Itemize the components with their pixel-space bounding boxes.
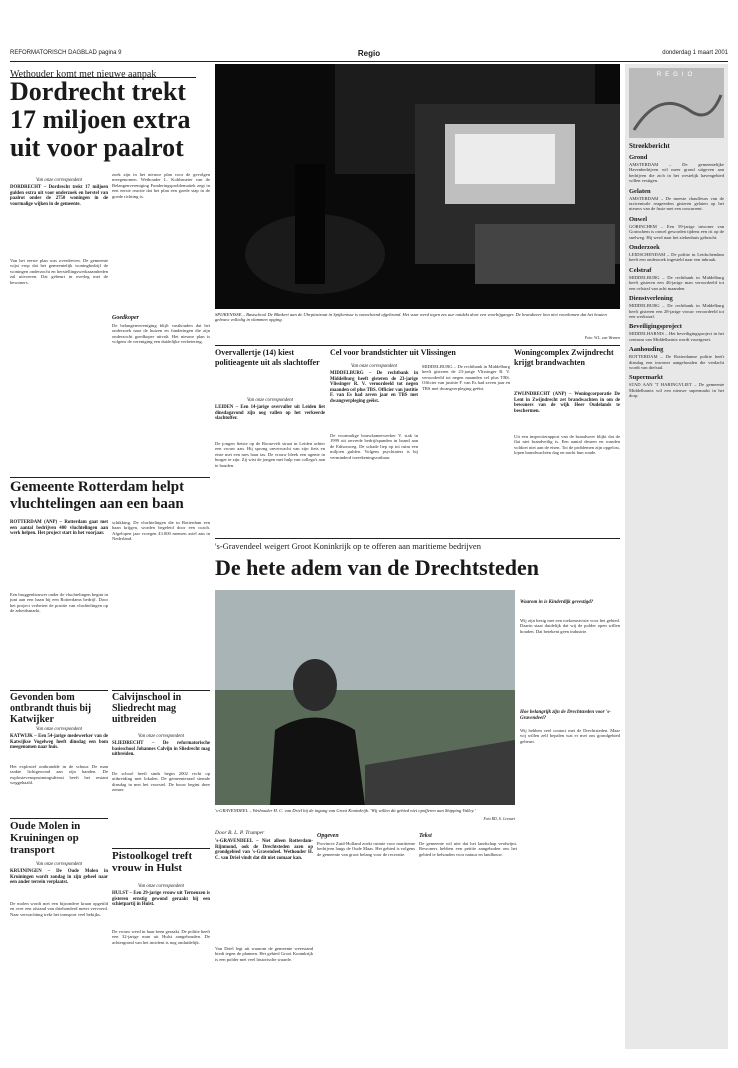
section-rule	[215, 345, 620, 346]
article-headline: Oude Molen in Kruiningen op transport	[10, 820, 81, 856]
sidebar-item-text: GORINCHEM – Een 59-jarige inwoner van Gorinchem is onwel geworden tijdens een rit op de snelweg. Hij werd naar het ziekenhuis gebracht.	[629, 223, 726, 240]
byline: Van onze correspondent	[247, 398, 293, 403]
sidebar-item-text: MIDDELHARNIS – Het beveiligingsproject in het centrum van Middelharnis wordt voortgezet.	[629, 331, 726, 342]
byline: Van onze correspondent	[138, 734, 184, 739]
header-rule	[10, 61, 728, 62]
sidebar-item-heading: Grond	[629, 154, 648, 161]
article-lead: LEIDEN – Een 14-jarige overvaller uit Leiden liet dinsdagavond zijn oog vallen op het verkeerde slachtoffer.	[215, 405, 327, 422]
sidebar-item-heading: Onwel	[629, 215, 648, 223]
sidebar-item-text: LEIDSCHENDAM – De politie in Leidschendam heeft een onderzoek ingesteld naar een inbraak.	[629, 252, 726, 263]
section-rule	[112, 848, 210, 849]
regio-label: REGIO	[656, 72, 697, 78]
sidebar-logo	[629, 68, 724, 138]
section-rule	[215, 538, 620, 539]
section-rule	[10, 690, 108, 691]
header-paper-page: REFORMATORISCH DAGBLAD pagina 9	[10, 50, 122, 56]
byline: Van onze correspondent	[36, 727, 82, 732]
byline: Van onze correspondent	[36, 178, 82, 183]
sidebar-item-heading: Celstraf	[629, 266, 652, 274]
photo-caption: SPIJKENISSE – Basischool De Blinkert aan de Uhrpinstraat in Spijkenisse is vanochtend afgebrand. Het vuur werd tegen zes uur ontdekt door een voorbijganger. De brandweer kon niet voorkomen dat het houten gebouw volledig in vlammen opging.	[215, 312, 607, 323]
article-body: Wij hebben veel contact met de Drechtsteden. Maar wij willen zelf bepalen wat er met ons grondgebied gebeurt.	[520, 728, 622, 744]
fire-photo-image	[215, 64, 620, 309]
article-lead: DORDRECHT – Dordrecht trekt 17 miljoen gulden extra uit voor onderzoek en herstel van paalrot onder de 2750 woningen in de voormalige wijken in de gemeente.	[10, 185, 110, 207]
article-headline: De hete adem van de Drechtsteden	[215, 555, 540, 580]
header-section: Regio	[357, 49, 381, 58]
article-body: schikking. De vluchtelingen die in Rotterdam een baan krijgen, worden begeleid door een coach. Afgelopen jaar vroegen 43.000 mensen asiel aan in Nederland.	[112, 520, 212, 542]
fire-photo	[215, 64, 620, 309]
article-body: De gemeente wil niet dat het landschap verdwijnt. Bewoners hebben een petitie aangeboden om het gebied te behouden voor natuur en landbouw.	[419, 841, 519, 857]
article-body: Wij zijn bezig met een toekomstvisie voor het gebied. Daarin staat duidelijk dat wij de polder open willen houden. Dat betekent geen industrie.	[520, 618, 622, 634]
section-rule	[112, 690, 210, 691]
article-body: Van Driel legt uit waarom de gemeente weerstand biedt tegen de plannen. Het gebied Groot Koninkrijk is een polder met veel historische waarde.	[215, 946, 315, 962]
byline: Van onze correspondent	[36, 862, 82, 867]
subheading: Waarom in is Kinderdijk gevestigd?	[520, 600, 594, 605]
article-headline: Dordrecht trekt 17 miljoen extra uit voor paalrot	[10, 77, 191, 162]
sidebar-title: Streekbericht	[629, 142, 670, 150]
article-lead: 's-GRAVENDEEL – Niet alleen Rotterdam-Rijnmond, ook de Drechtsteden azen op grondgebied van 's-Gravendeel. Wethouder H. C. van Driel vindt dat dit niet zomaar kan.	[215, 839, 315, 861]
subheading: Goedkoper	[112, 315, 139, 321]
sidebar-item-heading: Gelaten	[629, 187, 651, 195]
article-lead: ZWIJNDRECHT (ANP) – Woningcorporatie De Lent in Zwijndrecht zet brandwachten in om de bewoners van de wijk Heer Oudelands te beschermen.	[514, 392, 622, 414]
sidebar-item-text: AMSTERDAM – De gemeentelijke Havenbedrijven wil meer grond uitgeven aan bedrijven die zich in het westelijk havengebied willen vestigen.	[629, 162, 726, 184]
article-body: Van het eerste plan was overdreven. De gemeente wijst erop dat het gemeentelijk woningbedrijf de woningen onderzocht en herstellingswerkzaamheden zal uitvoeren. Dat gebeurt in overleg met de bewoners.	[10, 258, 110, 285]
article-body: De jongen fietste op de Roosevelt straat in Leiden achter een vrouw aan. Hij sprong onverwacht van zijn fiets en eiste met een mes haar tas. De vrouw bleek een agente in burger te zijn. Zij wist de jongen met hulp van collega's aan te houden.	[215, 441, 327, 468]
portrait-photo	[215, 590, 515, 805]
photo-credit: Foto: W.L. van Weenen	[584, 336, 620, 340]
subheading: Hoe belangrijk zijn de Drechtsteden voor 's-Gravendeel?	[520, 710, 611, 721]
article-lead: MIDDELBURG – De rechtbank in Middelburg heeft gisteren de 23-jarige Vlissinger R. V. veroordeeld tot negen maanden cel plus TBS. Officier van justitie F. van Es had zeven jaar en TBS met dwangverpleging geëist.	[330, 371, 420, 404]
sidebar-item-heading: Onderzoek	[629, 244, 660, 252]
running-header	[10, 50, 728, 60]
article-kicker: 's-Gravendeel weigert Groot Koninkrijk op te offeren aan maritieme bedrijven	[215, 541, 481, 551]
sidebar-item-text: STAD AAN 'T HARINGVLIET – De gemeente Middelharnis wil een nieuwe supermarkt in het dorp.	[629, 382, 726, 399]
byline: Van onze correspondent	[138, 884, 184, 889]
subheading: Tekst	[419, 833, 432, 839]
article-headline: Gevonden bom ontbrandt thuis bij Katwijker	[10, 692, 92, 725]
photo-credit: Foto RD, Ji. Leenart	[483, 817, 515, 821]
sidebar-item-text: MIDDELBURG – De rechtbank in Middelburg heeft gisteren een 28-jarige vrouw veroordeeld tot een werkstraf.	[629, 303, 726, 319]
article-body: De school heeft sinds begin 2002 recht op uitbreiding met lokalen. De gemeenteraad stemde dinsdag in met het voorstel. De bouw begint deze zomer.	[112, 771, 212, 793]
article-lead: ROTTERDAM (ANP) – Rotterdam gaat met een aantal bedrijven 400 vluchtelingen aan werk helpen. Het project start in het voorjaar.	[10, 520, 110, 537]
article-by: Door B. L. P. Trumper	[215, 830, 265, 836]
article-body: MIDDELBURG – De rechtbank in Middelburg heeft gisteren de 23-jarige Vlissinger R. V. veroordeeld tot negen maanden cel plus TBS. Officier van justitie F. van Es had zeven jaar en TBS met dwangverpleging geëist.	[422, 364, 512, 391]
article-body: Een bruggenbouwer onder de vluchtelingen begint in juni aan een baan bij een Rotterdams bedrijf. Door het project verbetert de positie van vluchtelingen op de arbeidsmarkt.	[10, 592, 110, 614]
sidebar	[625, 64, 728, 1049]
article-body: Uit een inspectierapport van de brandweer blijkt dat de flat niet brandveilig is. Een aantal deuren en wanden voldoet niet aan de eisen. Tot de problemen zijn opgelost, lopen brandwachten dag en nacht hun ronde.	[514, 434, 622, 456]
subheading: Opgeven	[317, 833, 339, 839]
streekbericht-logo-icon	[629, 80, 724, 140]
article-headline: Woningcomplex Zwijndrecht krijgt brandwachten	[514, 348, 614, 367]
article-kicker: Wethouder komt met nieuwe aanpak	[10, 64, 196, 78]
header-date: donderdag 1 maart 2001	[662, 50, 728, 56]
sidebar-item-text: MIDDELBURG – De rechtbank in Middelburg heeft gisteren een 46-jarige man veroordeeld tot een celstraf van acht maanden.	[629, 274, 726, 291]
section-rule	[10, 477, 210, 478]
sidebar-item-heading: Beveiligingsproject	[629, 323, 682, 331]
article-lead: HULST – Een 29-jarige vrouw uit Terneuzen is gisteren ernstig gewond geraakt bij een schietpartij in Hulst.	[112, 891, 212, 908]
sidebar-item-heading: Supermarkt	[629, 374, 663, 382]
byline: Van onze correspondent	[351, 364, 397, 369]
article-lead: KATWIJK – Een 54-jarige medewerker van de Katwijkse Vogelweg heeft dinsdag een bom meegenomen naar huis.	[10, 734, 110, 751]
article-body: De voormalige bouwkamerwerker V. stak in 1999 uit onvrede bedrijfspanden in brand aan de Edisonweg. De schade liep op tot ruim een miljoen gulden. Volgens psychiaters is hij verminderd toerekeningsvatbaar.	[330, 433, 420, 460]
article-body: zoek zijn in het nieuwe plan voor de gevolgen meegenomen. Wethouder L. Kohlsmeier van de Belangenvereniging Funderingsproblematiek zegt in een eerste reactie dat het plan een goede stap in de goede richting is.	[112, 172, 212, 199]
article-body: De belangenvereniging blijft vasthouden dat het onderzoek naar de huizen en funderingen die zijn onderzocht goedkoper uitvalt. Het nieuwe plan is volgens de vereniging een duidelijke verbetering.	[112, 323, 212, 345]
article-headline: Overvallertje (14) kiest politieagente uit als slachtoffer	[215, 348, 320, 367]
article-lead: KRUININGEN – De Oude Molen in Kruiningen wordt zondag in zijn geheel naar een ander terrein verplaatst.	[10, 869, 110, 886]
portrait-photo-image	[215, 590, 515, 805]
sidebar-item-heading: Aanhouding	[629, 346, 664, 354]
article-headline: Cel voor brandstichter uit Vlissingen	[330, 348, 456, 357]
article-headline: Gemeente Rotterdam helpt vluchtelingen aan een baan	[10, 479, 185, 512]
article-body: De molen wordt met een bijzondere kraan opgetild en over een afstand van driehonderd meter vervoerd. Naar verwachting trekt het transport veel bekijks.	[10, 901, 110, 917]
article-body: De vrouw werd in haar been geraakt. De politie heeft een 32-jarige man uit Hulst aangehouden. De achtergrond van het incident is nog onduidelijk.	[112, 929, 212, 945]
article-body: Provincie Zuid-Holland zoekt ruimte voor maritieme bedrijven langs de Oude Maas. Het gebied is volgens de gemeente van groot belang voor de recreatie.	[317, 841, 417, 857]
sidebar-item-text: ROTTERDAM – De Rotterdamse politie heeft dinsdag een inwoner aangehouden die verdacht wordt van diefstal.	[629, 354, 726, 370]
sidebar-item-heading: Dienstverlening	[629, 295, 673, 303]
photo-caption: 's-GRAVENDEEL – Wethouder H. C. van Driel bij de ingang van Groot Koninkrijk. 'Wij willen dit gebied niet opofferen aan Shipping Valley.'	[215, 808, 476, 813]
article-body: Het explosief ontbrandde in de schuur. De man raakte lichtgewond aan zijn handen. De explosievenopruimingsdienst heeft het restant weggehaald.	[10, 764, 110, 786]
section-rule	[10, 818, 108, 819]
article-headline: Calvijnschool in Sliedrecht mag uitbreiden	[112, 692, 182, 725]
article-headline: Pistoolkogel treft vrouw in Hulst	[112, 850, 193, 874]
article-lead: SLIEDRECHT – De reformatorische basisschool Johannes Calvijn in Sliedrecht mag uitbreiden.	[112, 741, 212, 758]
sidebar-item-text: AMSTERDAM – De meeste chauffeurs van de taxicentrale reageerden gisteren gelaten op het nieuws van de fusie met een concurrent.	[629, 195, 726, 212]
